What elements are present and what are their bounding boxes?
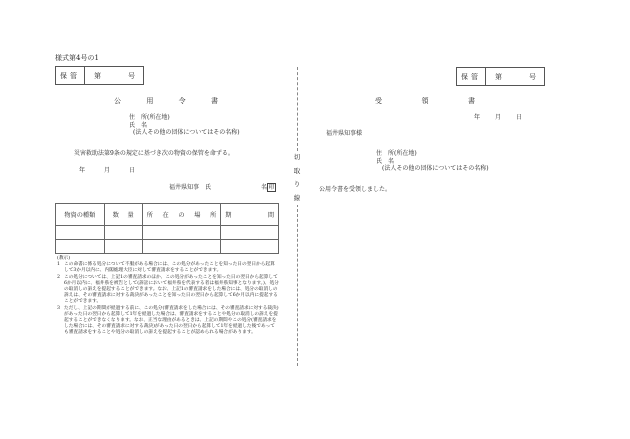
cut-label-char: 線 (293, 193, 301, 202)
number-prefix: 第 (94, 71, 101, 80)
seal-icon: 印 (268, 184, 275, 191)
header-char: 量 (127, 212, 134, 219)
title-char: 書 (468, 97, 475, 105)
date-year: 年 (474, 114, 481, 121)
title-char: 用 (146, 97, 154, 105)
cell-period[interactable] (221, 226, 279, 240)
header-period (221, 204, 279, 226)
header-char: 所 (210, 212, 217, 219)
address-label: 住 所(所在地) (129, 114, 170, 121)
title-char: 書 (210, 97, 218, 105)
header-char: の (178, 212, 185, 219)
receipt-title (375, 96, 475, 106)
notes-heading: (教示) (57, 256, 71, 261)
cut-line-lower (297, 204, 298, 366)
cell-period[interactable] (221, 240, 279, 254)
cell-location[interactable] (142, 240, 221, 254)
table-row (56, 226, 279, 240)
date-day: 日 (515, 114, 522, 121)
header-text: 物資の種類 (64, 212, 96, 219)
storage-label: 保管 (56, 67, 85, 84)
cut-label-char: 切 (293, 153, 301, 161)
document-title (114, 96, 218, 106)
goods-table (55, 203, 279, 254)
instruction-notes (57, 256, 279, 337)
title-char: 受 (375, 97, 382, 105)
title-char: 領 (421, 97, 429, 105)
title-char: 令 (178, 97, 186, 105)
date-month: 月 (494, 114, 501, 121)
addressee-block (129, 114, 240, 137)
cut-label-char: り (293, 180, 301, 188)
header-char: 間 (267, 212, 274, 219)
note-text: ただし、上記の期間が経過する前に、この処分(審査請求をした場合には、その審査請求に対する裁決)があった日の翌日から起算して1年を経過した場合は、審査請求をすることや処分の取消しの訴えを提起することができなくなります。なお、正当な理由があるときは、上記の期間やこの処分(審査請求をした場合には、その審査請求に対する裁決)があった日の翌日から起算して1年を経過した後であっても審査請求をすることや処分の取消しの訴えを提起することが認められる場合があります。 (64, 305, 279, 336)
date-month: 月 (103, 167, 110, 174)
date-day: 日 (128, 167, 135, 174)
note-number: 1 (57, 262, 60, 268)
cell-goods-type[interactable] (56, 240, 105, 254)
receipt-date (474, 114, 522, 122)
cut-line-upper (297, 67, 298, 151)
name-label: 氏 名 (376, 157, 395, 165)
header-char: 所 (146, 212, 153, 219)
cell-goods-type[interactable] (56, 226, 105, 240)
note-item (57, 306, 279, 337)
cell-quantity[interactable] (104, 240, 142, 254)
note-number: 3 (57, 305, 60, 311)
date-year: 年 (79, 167, 86, 174)
issuer-title: 福井県知事 氏 (169, 184, 212, 191)
name-label: 氏 名 (129, 121, 148, 129)
header-location (142, 204, 221, 226)
table-row (56, 240, 279, 254)
corporate-note: (法人その他の団体についてはその名称) (133, 129, 240, 137)
note-text: この処分については、上記1の審査請求のほか、この処分があったことを知った日の翌日から起算して6か月以内に、福井県を被告として(訴訟において福井県を代表する者は福井県知事となります。)、処分の取消しの訴えを提起することができます。なお、上記1の審査請求をした場合には、処分の取消しの訴えは、その審査請求に対する裁決があったことを知った日の翌日から起算して6か月以内に提起することができます。 (64, 274, 279, 305)
number-suffix: 号 (529, 72, 536, 81)
storage-number-field[interactable] (85, 67, 143, 84)
header-goods-type (56, 204, 105, 226)
storage-number-field[interactable] (486, 68, 544, 85)
cell-quantity[interactable] (104, 226, 142, 240)
order-date (79, 167, 135, 175)
storage-number-box (55, 66, 144, 85)
receipt-storage-number-box (456, 67, 545, 86)
header-char: 期 (225, 212, 232, 219)
header-quantity (104, 204, 142, 226)
title-char: 公 (114, 97, 121, 105)
form-number: 様式第4号の1 (55, 54, 99, 62)
header-char: 場 (194, 212, 201, 219)
order-body-text: 災害救助法第9条の規定に基づき次の物資の保管を命ずる。 (74, 150, 234, 157)
issuer-signature (261, 183, 276, 192)
cell-location[interactable] (142, 226, 221, 240)
name-suffix: 名 (261, 184, 268, 191)
address-label: 住 所(所在地) (376, 150, 417, 157)
storage-label: 保管 (457, 68, 486, 85)
note-item (57, 262, 279, 274)
corporate-note: (法人その他の団体についてはその名称) (382, 165, 489, 173)
receipt-recipient: 福井県知事様 (326, 130, 363, 137)
number-suffix: 号 (128, 71, 135, 80)
note-text: この命書に係る処分について不服がある場合には、この処分があったことを知った日の翌日から起算して3か月以内に、内閣総理大臣に対して審査請求をすることができます。 (64, 262, 275, 274)
header-char: 数 (112, 212, 119, 219)
table-header-row (56, 204, 279, 226)
note-number: 2 (57, 274, 60, 280)
note-item (57, 275, 279, 306)
cut-label-char: 取 (293, 166, 301, 175)
receipt-addressee-block (376, 150, 489, 173)
receipt-body-text: 公用令書を受領しました。 (319, 186, 392, 193)
cut-line-label (291, 151, 303, 205)
number-prefix: 第 (495, 72, 502, 81)
header-char: 在 (162, 212, 169, 219)
